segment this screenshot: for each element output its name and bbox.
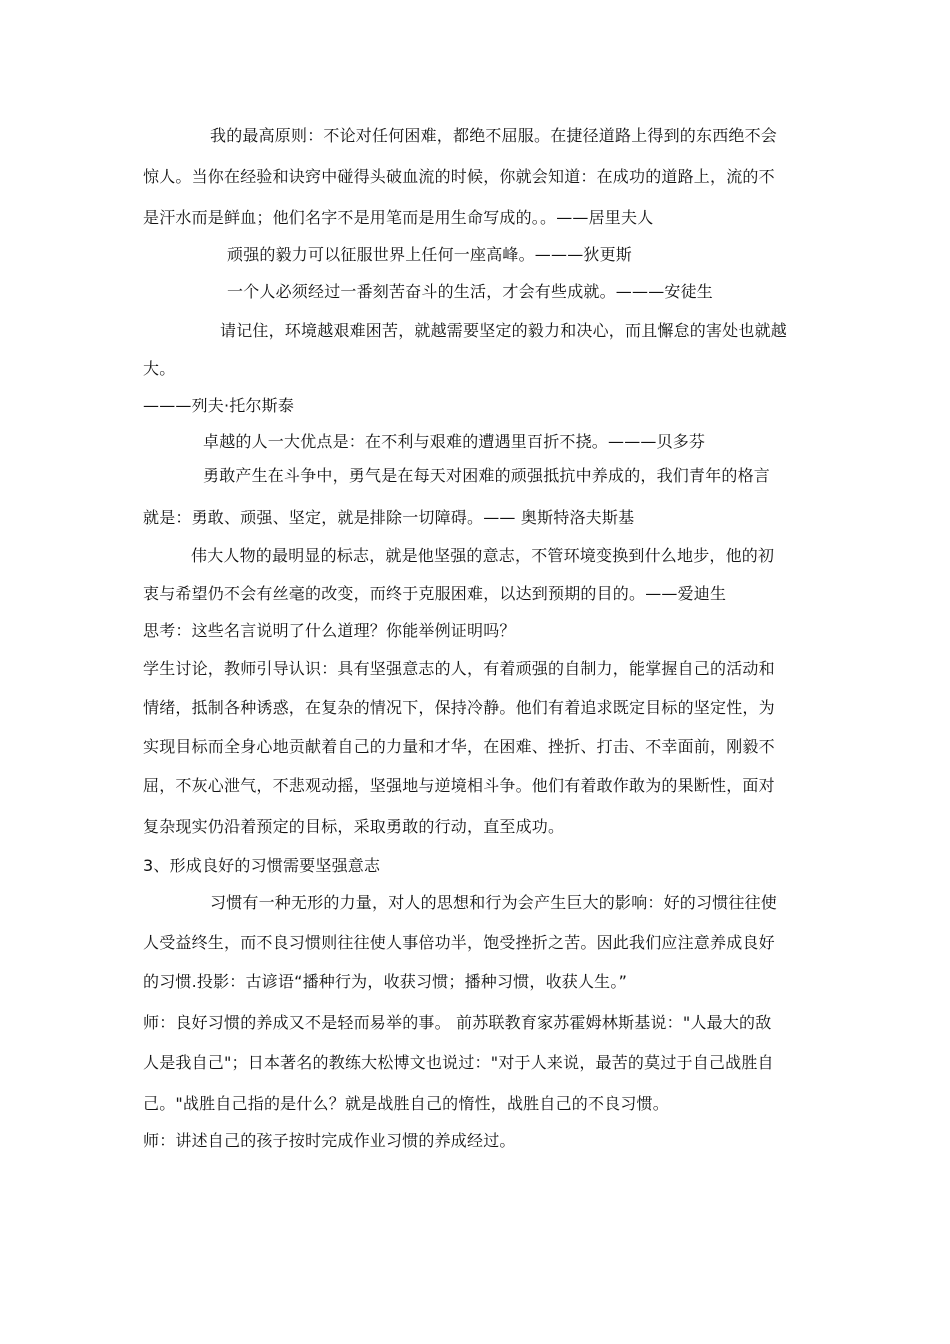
text-line: 思考：这些名言说明了什么道理？你能举例证明吗？ xyxy=(143,621,516,640)
text-line: 伟大人物的最明显的标志，就是他坚强的意志，不管环境变换到什么地步，他的初 xyxy=(191,546,775,565)
section-heading: 3、形成良好的习惯需要坚强意志 xyxy=(143,856,381,875)
text-line: 就是：勇敢、顽强、坚定，就是排除一切障碍。—— 奥斯特洛夫斯基 xyxy=(143,508,635,527)
text-line: 人受益终生，而不良习惯则往往使人事倍功半，饱受挫折之苦。因此我们应注意养成良好 xyxy=(143,933,775,952)
text-line: 是汗水而是鲜血；他们名字不是用笔而是用生命写成的。。——居里夫人 xyxy=(143,208,654,227)
text-line: 习惯有一种无形的力量，对人的思想和行为会产生巨大的影响：好的习惯往往使 xyxy=(210,893,778,912)
text-line: 顽强的毅力可以征服世界上任何一座高峰。———狄更斯 xyxy=(227,245,633,264)
text-line: 实现目标而全身心地贡献着自己的力量和才华，在困难、挫折、打击、不幸面前，刚毅不 xyxy=(143,737,775,756)
text-line: 己。"战胜自己指的是什么？就是战胜自己的惰性，战胜自己的不良习惯。 xyxy=(143,1094,669,1113)
text-line: 的习惯.投影：古谚语“播种行为，收获习惯；播种习惯，收获人生。” xyxy=(143,972,628,991)
text-line: 惊人。当你在经验和诀窍中碰得头破血流的时候，你就会知道：在成功的道路上，流的不 xyxy=(143,167,775,186)
text-line: 学生讨论，教师引导认识：具有坚强意志的人，有着顽强的自制力，能掌握自己的活动和 xyxy=(143,659,775,678)
text-line: 大。 xyxy=(143,359,176,378)
text-line: 衷与希望仍不会有丝毫的改变，而终于克服困难，以达到预期的目的。——爱迪生 xyxy=(143,584,727,603)
text-line: 师：讲述自己的孩子按时完成作业习惯的养成经过。 xyxy=(143,1131,516,1150)
text-line: 屈，不灰心泄气，不悲观动摇，坚强地与逆境相斗争。他们有着敢作敢为的果断性，面对 xyxy=(143,776,775,795)
text-line: 情绪，抵制各种诱惑，在复杂的情况下，保持冷静。他们有着追求既定目标的坚定性，为 xyxy=(143,698,775,717)
text-line: 一个人必须经过一番刻苦奋斗的生活，才会有些成就。———安徒生 xyxy=(227,282,714,301)
text-line: 我的最高原则：不论对任何困难，都绝不屈服。在捷径道路上得到的东西绝不会 xyxy=(210,126,778,145)
text-line: 师：良好习惯的养成又不是轻而易举的事。 前苏联教育家苏霍姆林斯基说："人最大的敌 xyxy=(143,1013,772,1032)
text-line: 卓越的人一大优点是：在不利与艰难的遭遇里百折不挠。———贝多芬 xyxy=(203,432,706,451)
text-line: 人是我自己"；日本著名的教练大松博文也说过："对于人来说，最苦的莫过于自己战胜自 xyxy=(143,1053,774,1072)
text-line: 请记住，环境越艰难困苦，就越需要坚定的毅力和决心，而且懈怠的害处也就越 xyxy=(220,321,788,340)
text-line: 勇敢产生在斗争中，勇气是在每天对困难的顽强抵抗中养成的，我们青年的格言 xyxy=(203,466,771,485)
text-line: ———列夫·托尔斯泰 xyxy=(143,396,295,415)
text-line: 复杂现实仍沿着预定的目标，采取勇敢的行动，直至成功。 xyxy=(143,817,565,836)
